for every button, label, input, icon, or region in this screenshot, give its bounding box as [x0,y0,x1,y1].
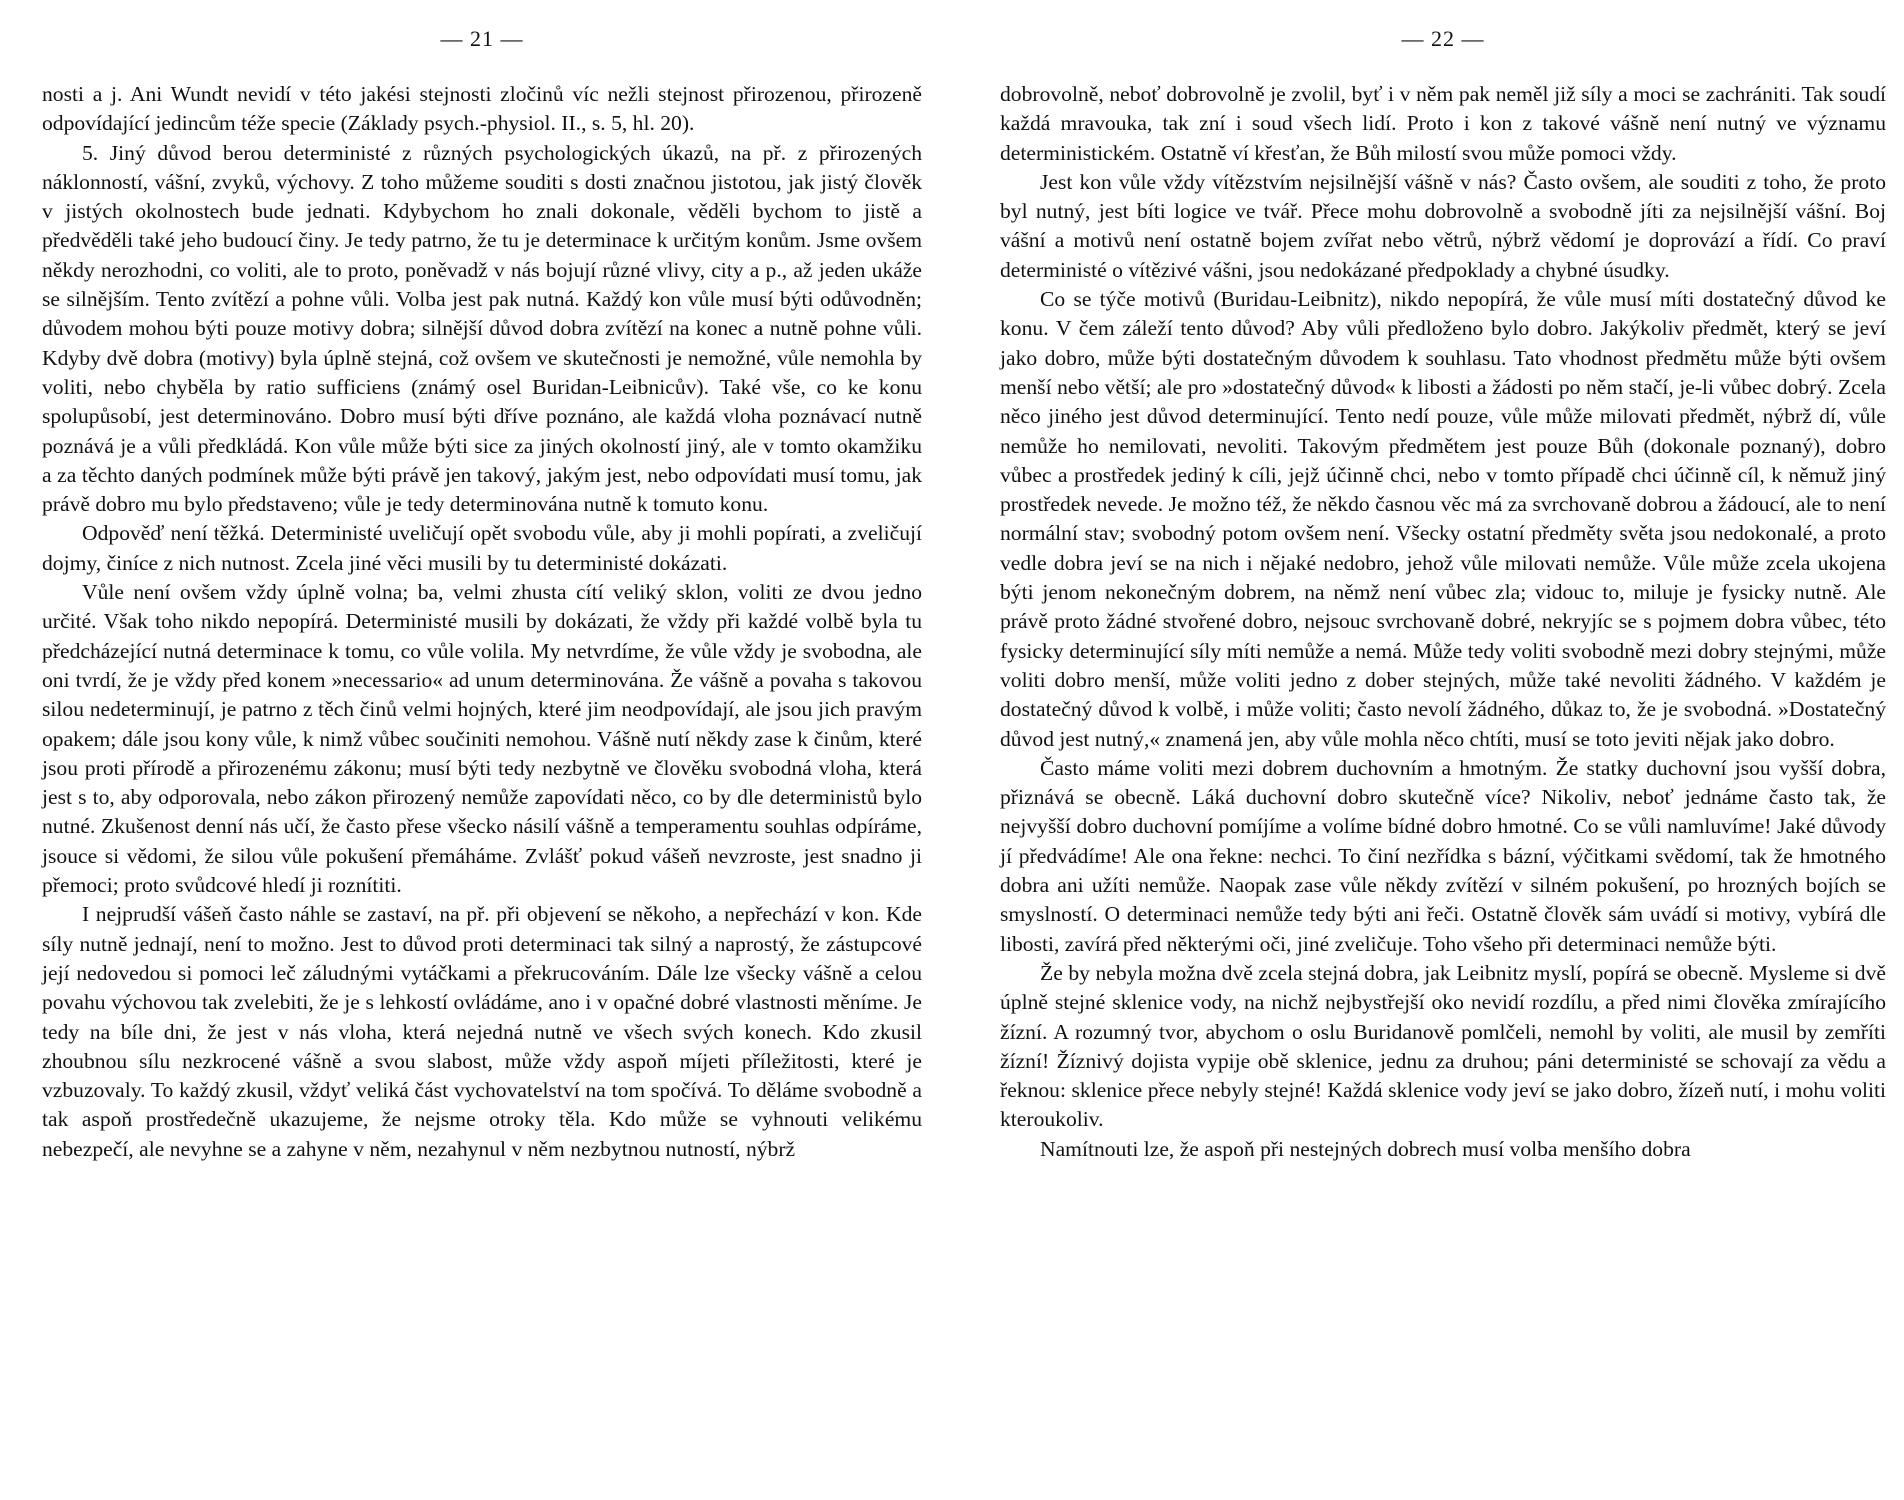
paragraph: I nejprudší vášeň často náhle se zastaví, na př. při objevení se někoho, a nepřechází v kon. Kde síly nutně jednají, není to možno. Jest to důvod proti determinaci tak silný a naprostý, že zástupcové její nedovedou si pomoci leč záludnými vytáčkami a překrucováním. Dále lze všecky vášně a celou povahu výchovou tak zvelebiti, že je s lehkostí ovládáme, ano i v opačné dobré vlastnosti měníme. Je tedy na bíle dni, že jest v nás vloha, která nejedná nutně ve všech svých konech. Kdo zkusil zhoubnou sílu nezkrocené vášně a svou slabost, může vždy aspoň míjeti příležitosti, které je vzbuzovaly. To každý zkusil, vždyť veliká část vychovatelství na tom spočívá. To děláme svobodně a tak aspoň prostředečně ukazujeme, že nejsme otroky těla. Kdo může se vyhnouti velikému nebezpečí, ale nevyhne se a zahyne v něm, nezahynul v něm nezbytnou nutností, nýbrž [42,902,922,1161]
paragraph: Odpověď není těžká. Deterministé uveličují opět svobodu vůle, aby ji mohli popírati, a zveličují dojmy, činíce z nich nutnost. Zcela jiné věci musili by tu deterministé dokázati. [42,521,922,575]
paragraph: 5. Jiný důvod berou deterministé z různých psychologických úkazů, na př. z přirozených náklonností, vášní, zvyků, výchovy. Z toho můžeme souditi s dosti značnou jistotou, jak jistý člověk v jistých okolnostech bude jednati. Kdybychom ho znali dokonale, věděli bychom to jistě a předvěděli také jeho budoucí činy. Je tedy patrno, že tu je determinace k určitým konům. Jsme ovšem někdy nerozhodni, co voliti, ale to proto, poněvadž v nás bojují různé vlivy, city a p., až jeden ukáže se silnějším. Tento zvítězí a pohne vůli. Volba jest pak nutná. Každý kon vůle musí býti odůvodněn; důvodem mohou býti pouze motivy dobra; silnější důvod dobra zvítězí na konec a nutně pohne vůli. Kdyby dvě dobra (motivy) byla úplně stejná, což ovšem ve skutečnosti je nemožné, vůle nemohla by voliti, nebo chyběla by ratio sufficiens (známý osel Buridan-Leibnicův). Také vše, co ke konu spolupůsobí, jest determinováno. Dobro musí býti dříve poznáno, ale každá vloha poznávací nutně poznává je a vůli předkládá. Kon vůle může býti sice za jiných okolností jiný, ale v tomto okamžiku a za těchto daných podmínek může býti právě jen takový, jakým jest, nebo odpovídati musí tomu, jak právě dobro mu bylo představeno; vůle je tedy determinována nutně k tomuto konu. [42,140,922,517]
paragraph: Často máme voliti mezi dobrem duchovním a hmotným. Že statky duchovní jsou vyšší dobra, přiznává se obecně. Láká duchovní dobro skutečně více? Nikoliv, neboť jednáme často tak, že nejvyšší dobro duchovní pomíjíme a volíme bídné dobro hmotné. Co se vůli namluvíme! Jaké důvody jí předvádíme! Ale ona řekne: nechci. To činí nezřídka s bázní, výčitkami svědomí, tak že hmotného dobra ani užíti nemůže. Naopak zase vůle někdy zvítězí v silném pokušení, po hrozných bojích se smyslností. O determinaci nemůže tedy býti ani řeči. Ostatně člověk sám uvádí si motivy, vybírá dle libosti, zavírá před některými oči, jiné zveličuje. Toho všeho při determinaci nemůže býti. [1000,755,1886,956]
paragraph: dobrovolně, neboť dobrovolně je zvolil, byť i v něm pak neměl již síly a moci se zachrániti. Tak soudí každá mravouka, tak zní i soud všech lidí. Proto i kon z takové vášně není nutný ve významu deterministickém. Ostatně ví křesťan, že Bůh milostí svou může pomoci vždy. [1000,82,1886,165]
paragraph: Jest kon vůle vždy vítězstvím nejsilnější vášně v nás? Často ovšem, ale souditi z toho, že proto byl nutný, jest bíti logice ve tvář. Přece mohu dobrovolně a svobodně jíti za nejsilnější vášní. Boj vášní a motivů není ostatně bojem zvířat nebo větrů, nýbrž vědomí je doprovází a řídí. Co praví deterministé o vítězivé vášni, jsou nedokázané předpoklady a chybné úsudky. [1000,169,1886,282]
page-number-left: — 21 — [440,26,524,51]
right-page-text [1000,80,1886,1164]
paragraph: Že by nebyla možna dvě zcela stejná dobra, jak Leibnitz myslí, popírá se obecně. Mysleme si dvě úplně stejné sklenice vody, na nichž nejbystřejší oko nevidí rozdílu, a před nimi člověka zmírajícího žízní. A rozumný tvor, abychom o oslu Buridanově pomlčeli, nemohl by voliti, ale musil by zemříti žízní! Žíznivý dojista vypije obě sklenice, jednu za druhou; páni deterministé se schovají za vědu a řeknou: sklenice přece nebyly stejné! Každá sklenice vody jeví se jako dobro, žízeň nutí, i mohu voliti kteroukoliv. [1000,960,1886,1132]
paragraph: Co se týče motivů (Buridau-Leibnitz), nikdo nepopírá, že vůle musí míti dostatečný důvod ke konu. V čem záleží tento důvod? Aby vůli předloženo bylo dobro. Jakýkoliv předmět, který se jeví jako dobro, může býti dostatečným důvodem k souhlasu. Tato vhodnost předmětu může býti ovšem menší nebo větší; ale pro »dostatečný důvod« k libosti a žádosti po něm stačí, je-li vůbec dobrý. Zcela něco jiného jest důvod determinující. Tento nedí pouze, vůle může milovati předmět, nýbrž dí, vůle nemůže ho nemilovati, nevoliti. Takovým předmětem jest pouze Bůh (dokonale poznaný), dobro vůbec a prostředek jediný k cíli, jejž účinně chci, nebo v tomto případě chci účinně cíl, k němuž jiný prostředek nevede. Je možno též, že někdo časnou věc má za svrchovaně dobrou a žádoucí, ale to není normální stav; svobodný potom ovšem není. Všecky ostatní předměty světa jsou nedokonalé, a proto vedle dobra jeví se na nich i nějaké nedobro, jehož vůle milovati nemůže. Vůle může zcela ukojena býti jenom nekonečným dobrem, na němž není vůbec zla; vidouc to, miluje je fysicky nutně. Ale právě proto žádné stvořené dobro, nejsouc svrchovaně dobré, nekryjíc se s pojmem dobra vůbec, této fysicky determinující síly míti nemůže a nemá. Může tedy voliti svobodně mezi dobry stejnými, může voliti dobro menší, může voliti jedno z dober stejných, může také nevoliti žádného. V každém je dostatečný důvod k volbě, i může voliti; často nevolí žádného, důkaz to, že je svobodná. »Dostatečný důvod jest nutný,« znamená jen, aby vůle mohla něco chtíti, musí se toto jeviti nějak jako dobro. [1000,287,1886,751]
paragraph: nosti a j. Ani Wundt nevidí v této jakési stejnosti zločinů víc nežli stejnost přirozenou, přirozeně odpovídající jedincům téže specie (Základy psych.-physiol. II., s. 5, hl. 20). [42,82,922,136]
paragraph: Vůle není ovšem vždy úplně volna; ba, velmi zhusta cítí veliký sklon, voliti ze dvou jedno určité. Však toho nikdo nepopírá. Deterministé musili by dokázati, že vždy při každé volbě byla tu předcházející nutná determinace k tomu, co vůle volila. My netvrdíme, že vůle vždy je svobodna, ale oni tvrdí, že je vždy před konem »necessario« ad unum determinována. Že vášně a povaha s takovou silou nedeterminují, je patrno z těch činů velmi hojných, které jim neodpovídají, ale jsou jich pravým opakem; dále jsou kony vůle, k nimž vůbec součiniti nemohou. Vášně nutí někdy zase k činům, které jsou proti přírodě a přirozenému zákonu; musí býti tedy nezbytně ve člověku svobodná vloha, která jest s to, aby odporovala, nebo zákon přirozený nemůže zapovídati něco, co by dle deterministů bylo nutné. Zkušenost denní nás učí, že často přese všecko násilí vášně a temperamentu souhlas odpíráme, jsouce si vědomi, že silou vůle pokušení přemáháme. Zvlášť pokud vášeň nevzroste, jest snadno ji přemoci; proto svůdcové hledí ji roznítiti. [42,580,922,898]
left-page-text [42,80,922,1164]
paragraph: Namítnouti lze, že aspoň při nestejných dobrech musí volba menšího dobra [1040,1136,1691,1161]
page-number-right: — 22 — [1401,26,1485,51]
right-page [952,0,1904,1500]
